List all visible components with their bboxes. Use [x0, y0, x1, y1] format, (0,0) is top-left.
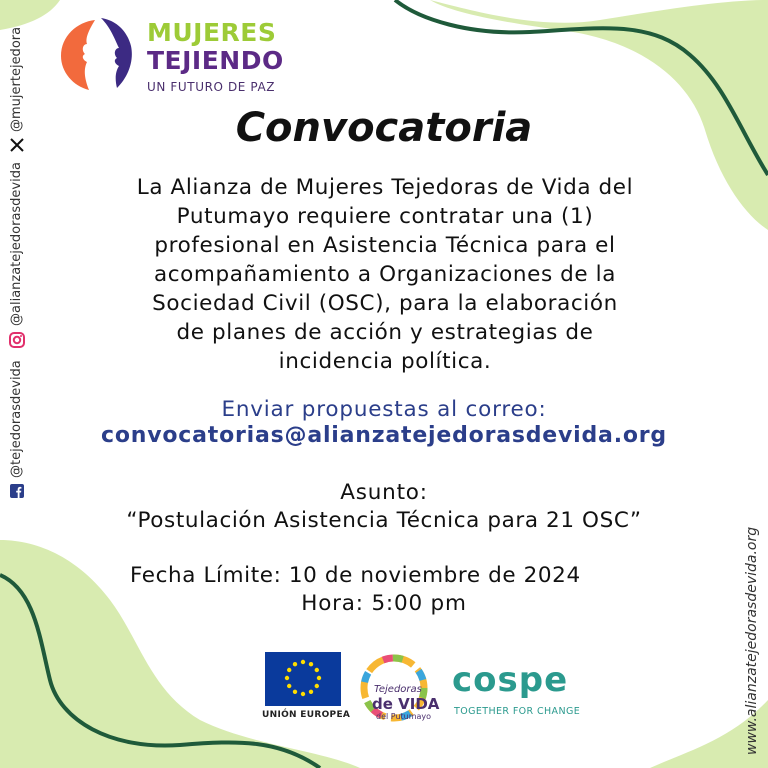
tejedoras-label-2: de VIDA	[372, 695, 440, 713]
announcement-body	[60, 173, 710, 376]
logo-line-mujeres: MUJERES	[147, 18, 277, 47]
logo-tagline: UN FUTURO DE PAZ	[147, 80, 276, 94]
facebook-handle[interactable]: @tejedorasdevida	[9, 360, 24, 478]
body-line: La Alianza de Mujeres Tejedoras de Vida del	[136, 175, 634, 200]
cospe-tagline: TOGETHER FOR CHANGE	[454, 706, 581, 717]
page-title: Convocatoria	[235, 105, 533, 151]
eu-flag-icon	[265, 652, 341, 706]
send-proposals-label: Enviar propuestas al correo:	[221, 397, 547, 422]
cospe-logo	[448, 660, 581, 720]
social-handles	[6, 14, 28, 494]
email-link[interactable]: convocatorias@alianzatejedorasdevida.org	[101, 423, 667, 448]
body-line: incidencia política.	[278, 349, 492, 374]
cospe-wordmark: cospe	[452, 660, 569, 700]
instagram-icon[interactable]	[9, 332, 25, 348]
tejedoras-de-vida-logo	[358, 650, 440, 730]
body-line: de planes de acción y estrategias de	[176, 320, 594, 345]
two-profiles-icon	[55, 14, 137, 96]
deadline-time: Hora: 5:00 pm	[301, 591, 467, 616]
body-line: acompañamiento a Organizaciones de la	[153, 262, 617, 287]
x-handle[interactable]: @mujertejedora	[9, 26, 24, 132]
deadline-text: Fecha Límite: 10 de noviembre de 2024	[130, 563, 581, 588]
tejedoras-label-1: Tejedoras	[374, 684, 422, 695]
logo-line-tejiendo: TEJIENDO	[147, 46, 284, 75]
body-line: Putumayo requiere contratar una (1)	[176, 204, 594, 229]
body-line: profesional en Asistencia Técnica para el	[154, 233, 616, 258]
website-link[interactable]: www.alianzatejedorasdevida.org	[744, 526, 760, 755]
instagram-handle[interactable]: @alianzatejedorasdevida	[9, 162, 24, 326]
body-line: Sociedad Civil (OSC), para la elaboración	[152, 291, 618, 316]
subject-label: Asunto:	[340, 480, 428, 505]
mujeres-tejiendo-logo	[55, 14, 295, 94]
subject-text: “Postulación Asistencia Técnica para 21 OSC”	[126, 508, 642, 533]
eu-label: UNIÓN EUROPEA	[262, 710, 351, 720]
eu-logo	[262, 652, 351, 722]
tejedoras-label-3: del Putumayo	[376, 712, 432, 721]
